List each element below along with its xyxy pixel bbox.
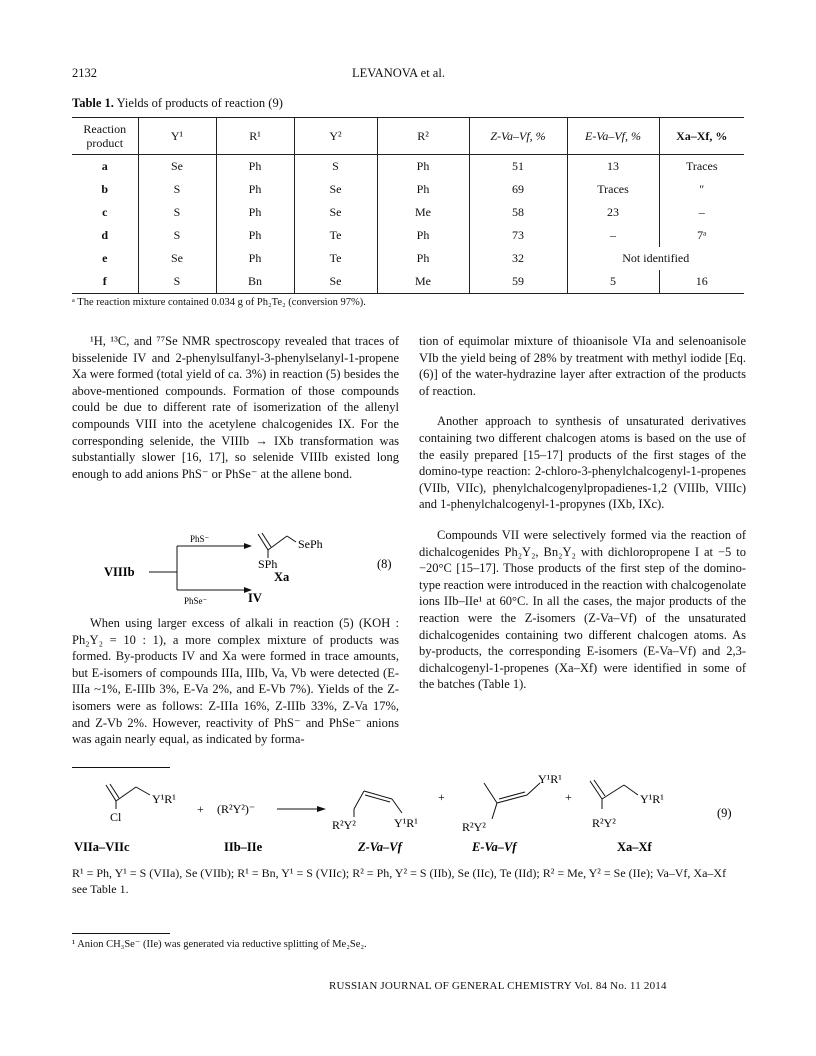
table-caption-text: Yields of products of reaction (9) xyxy=(116,96,283,110)
bond-line xyxy=(492,803,497,819)
col-header: R² xyxy=(377,118,469,155)
s9-x-right: Y¹R¹ xyxy=(640,792,664,806)
table-cell: Ph xyxy=(377,178,469,201)
bond-line xyxy=(497,795,527,803)
table-row xyxy=(72,270,744,294)
col-header: Z-Va–Vf, % xyxy=(469,118,567,155)
table-cell: 16 xyxy=(659,270,744,294)
left-column xyxy=(72,333,399,482)
table-cell: 23 xyxy=(567,201,659,224)
table-cell: S xyxy=(138,201,216,224)
table-cell: Se xyxy=(294,178,377,201)
divider xyxy=(72,767,170,768)
table-cell: d xyxy=(101,228,109,242)
table-cell: S xyxy=(138,224,216,247)
table-cell: Ph xyxy=(377,247,469,270)
table-cell: 7ᵃ xyxy=(659,224,744,247)
table-cell: 51 xyxy=(469,155,567,179)
table-cell: Ph xyxy=(377,155,469,179)
s9-e-top: Y¹R¹ xyxy=(538,775,562,786)
page-footnote: ¹ Anion CH₃Se⁻ (IIe) was generated via reductive splitting of Me₂Se₂. xyxy=(72,939,367,950)
s9-plus-2: + xyxy=(438,790,445,804)
table-cell: Ph xyxy=(216,201,294,224)
table-cell: 5 xyxy=(567,270,659,294)
bond-line xyxy=(106,785,116,801)
table-cell: Me xyxy=(377,201,469,224)
scheme8-group-sph: SPh xyxy=(258,557,278,571)
bond-line xyxy=(624,785,638,795)
table-cell: 73 xyxy=(469,224,567,247)
table-cell: Traces xyxy=(567,178,659,201)
footnote-divider xyxy=(72,933,170,934)
table-cell: b xyxy=(101,182,109,196)
table-cell: a xyxy=(101,159,108,173)
table-cell: Ph xyxy=(216,178,294,201)
table-row xyxy=(72,178,744,201)
s9-e-bottom: R²Y² xyxy=(462,820,486,834)
table-cell: S xyxy=(138,270,216,294)
scheme8-product-iv: IV xyxy=(248,591,262,605)
s9-eq-number: (9) xyxy=(717,806,732,820)
table-row xyxy=(72,247,744,270)
bond-line xyxy=(268,536,287,550)
col-header: Xa–Xf, % xyxy=(659,118,744,155)
bond-line xyxy=(594,780,605,796)
bond-line xyxy=(365,795,390,802)
table-cell: e xyxy=(102,251,108,265)
s9-plus-3: + xyxy=(565,790,572,804)
table-cell: Te xyxy=(294,247,377,270)
table-cell: 58 xyxy=(469,201,567,224)
scheme8-reactant: VIIIb xyxy=(104,565,135,579)
table-cell: Ph xyxy=(216,247,294,270)
s9-plus: + xyxy=(197,802,204,816)
s9-label: Z-Va–Vf xyxy=(358,840,402,854)
s9-anion: (R²Y²)⁻ xyxy=(217,802,256,816)
s9-z-left: R²Y² xyxy=(332,818,356,832)
table-cell: Bn xyxy=(216,270,294,294)
paragraph: Another approach to synthesis of unsaturated derivatives containing two different chalcogen atoms is based on the use of the easily prepared [15–17] products of the first stages of the domino-type reaction: 2-chloro-3-phenylchalcogenyl-1-propenes (VIIb, VIIc), phenylchalcogenylpropadienes-1,2 (VIIIb, VIIIc) and 1-phenylchalcogenyl-1-propynes (IXb, IXc). xyxy=(419,414,746,512)
table-cell: c xyxy=(102,205,108,219)
bond-line xyxy=(116,787,136,801)
table-header-row xyxy=(72,118,744,155)
paragraph: When using larger excess of alkali in reaction (5) (KOH : Ph₂Y₂ = 10 : 1), a more complex mixture of products was formed. By-products IV and Xa were formed in trace amounts, but E-isomers of compounds IIIa, IIIb, Va, Vb were detected (E-IIIa ~1%, E-IIIb 3%, E-Va 2%, and E-Vb 7%). Yields of the Z-isomers were as follows: Z-IIIa 16%, Z-IIIb 33%, Z-Va 17%, and Z-Vb 2%. However, reactivity of PhS⁻ and PhSe⁻ anions was again nearly equal, as indicated by forma- xyxy=(72,616,399,747)
col-header: E-Va–Vf, % xyxy=(567,118,659,155)
table-cell: Not identified xyxy=(567,247,744,270)
table-cell: 59 xyxy=(469,270,567,294)
running-title: LEVANOVA et al. xyxy=(352,66,445,80)
table-cell: ″ xyxy=(659,178,744,201)
bond-line xyxy=(258,534,268,550)
col-header: R¹ xyxy=(216,118,294,155)
left-column-cont xyxy=(72,615,399,748)
arrow-head-icon xyxy=(317,806,326,812)
table-cell: f xyxy=(72,270,138,294)
arrow-head-icon xyxy=(244,543,252,549)
s9-label: VIIa–VIIc xyxy=(74,840,130,854)
s9-reactant-cl: Cl xyxy=(110,810,122,824)
table-cell: S xyxy=(294,155,377,179)
table-caption-label: Table 1. xyxy=(72,96,114,110)
bond-line xyxy=(354,791,364,809)
right-column xyxy=(419,333,746,693)
table-cell: Se xyxy=(138,247,216,270)
bond-line xyxy=(484,783,497,803)
page-number: 2132 xyxy=(72,66,97,80)
table-cell: Se xyxy=(294,201,377,224)
table-cell: Te xyxy=(294,224,377,247)
table-cell: S xyxy=(138,178,216,201)
table-cell: Ph xyxy=(377,224,469,247)
s9-x-bottom: R²Y² xyxy=(592,816,616,830)
s9-label: IIb–IIe xyxy=(224,840,263,854)
table-cell: – xyxy=(567,224,659,247)
paragraph: tion of equimolar mixture of thioanisole VIa and selenoanisole VIb the yield being of 28% by treatment with methyl iodide [Eq. (6)] of the water-hydrazine layer after extraction of the products of reaction. xyxy=(419,334,746,398)
table-caption xyxy=(72,96,283,111)
table-cell: Ph xyxy=(216,224,294,247)
table-cell: Ph xyxy=(216,155,294,179)
scheme8-reagent-bottom: PhSe⁻ xyxy=(184,596,208,606)
table-cell: Traces xyxy=(659,155,744,179)
bond-line xyxy=(602,785,624,799)
table-row xyxy=(72,224,744,247)
s9-label: Xa–Xf xyxy=(617,840,652,854)
table-cell: Se xyxy=(138,155,216,179)
table-row xyxy=(72,155,744,179)
col-header: Y² xyxy=(294,118,377,155)
paragraph: Compounds VII were selectively formed via the reaction of dichalcogenides Ph₂Y₂, Bn₂Y₂ with dichloropropene I at −5 to −20°C [15–17]. Those products of the first step of the domino-type reaction were introduced in the reaction with chalcogenolate ions IIb–IIe¹ at 60°C. In all the cases, the major products of the reaction were the Z-isomers (Z-Va–Vf) of the unsaturated dichalcogenides containing two different chalcogen atoms. As by-products, the corresponding E-isomers (E-Va–Vf) and 2,3-dichalcogenyl-1-propenes (Xa–Xf) were identified in some of the batches (Table 1). xyxy=(419,527,746,692)
s9-label: E-Va–Vf xyxy=(472,840,517,854)
bond-line xyxy=(136,787,150,795)
s9-z-right: Y¹R¹ xyxy=(394,816,418,830)
table-footnote: ᵃ The reaction mixture contained 0.034 g of Ph₂Te₂ (conversion 97%). xyxy=(72,297,366,308)
bond-line xyxy=(364,791,392,799)
bond-line xyxy=(287,536,296,542)
bond-line xyxy=(392,799,402,813)
table-row xyxy=(72,201,744,224)
table-cell: Se xyxy=(294,270,377,294)
scheme8-group-seph: SePh xyxy=(298,537,323,551)
col-header: Y¹ xyxy=(138,118,216,155)
table-cell: Me xyxy=(377,270,469,294)
yields-table xyxy=(72,117,744,294)
bond-line xyxy=(499,792,525,799)
bond-line xyxy=(262,533,271,547)
bond-line xyxy=(110,784,119,798)
col-header: Reaction product xyxy=(72,118,138,155)
scheme8-product-xa: Xa xyxy=(274,570,290,584)
scheme8-eq-number: (8) xyxy=(377,557,392,571)
s9-reactant-sub: Y¹R¹ xyxy=(152,792,176,806)
table-cell: 32 xyxy=(469,247,567,270)
scheme-legend: R¹ = Ph, Y¹ = S (VIIa), Se (VIIb); R¹ = Bn, Y¹ = S (VIIc); R² = Ph, Y² = S (IIb), Se (IIc), Te (IId); R² = Me, Y² = Se (IIe); Va–Vf, Xa–Xf see Table 1. xyxy=(72,866,727,896)
table-cell: 13 xyxy=(567,155,659,179)
table-cell: – xyxy=(659,201,744,224)
paragraph: ¹H, ¹³C, and ⁷⁷Se NMR spectroscopy revealed that traces of bisselenide IV and 2-phenylsulfanyl-3-phenylselanyl-1-propene Xa were formed (total yield of ca. 3%) in reaction (5) besides the above-mentioned compounds. Formation of those compounds could be due to different rate of isomerization of the allenyl compounds VIII into the acetylene chalcogenides IX. For the corresponding selenide, the VIIIb → IXb transformation was substantially slower [16, 17], so selenide VIIIb existed long enough to add anions PhS⁻ or PhSe⁻ at the allene bond. xyxy=(72,334,399,481)
table-cell: 69 xyxy=(469,178,567,201)
scheme-8 xyxy=(72,530,402,610)
journal-footer: RUSSIAN JOURNAL OF GENERAL CHEMISTRY Vol. 84 No. 11 2014 xyxy=(329,980,667,992)
scheme8-reagent-top: PhS⁻ xyxy=(190,534,210,544)
scheme-9 xyxy=(72,775,744,855)
